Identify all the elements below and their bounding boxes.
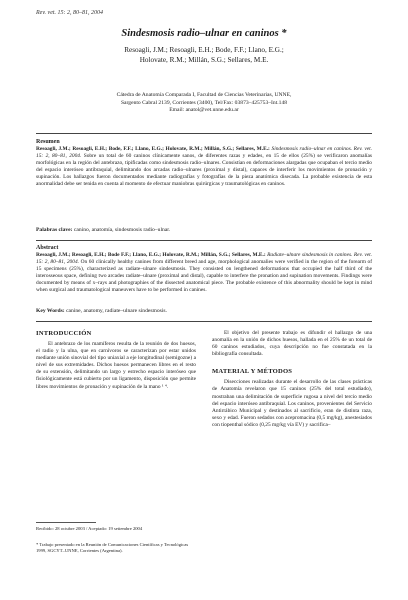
keywords-label: Key Words: xyxy=(36,308,65,314)
resumen-text xyxy=(36,146,372,188)
abstract-title: Radiate–ulnare sindesmosis in canines. xyxy=(267,252,353,258)
keywords-text: canine, anatomy, radiate–ulnare sindesmosis. xyxy=(66,308,167,314)
palabras-clave-text: canino, anatomía, sindesmosis radio–ulnar. xyxy=(73,227,171,233)
palabras-clave-label: Palabras clave: xyxy=(36,227,73,233)
abstract-text xyxy=(36,252,372,294)
left-column xyxy=(36,330,196,391)
divider xyxy=(36,133,372,134)
material-paragraph: Disecciones realizadas durante el desarrollo de las clases prácticas de Anatomía revelaron que 15 caninos (25% del total estudiado), mostraban una delimitación de superficie rugosa a nivel del tercio medio del espacio interóseo antibraquial. Los caninos, provenientes del Servicio Antirrábico Municipal y destinados al sacrificio, eran de distinta raza, sexo y edad. Fueron sedados con acepromacina (0,5 mg/kg), anestesiados con tiopenthal sódico (0,25 mg/kg vía EV) y sacrifica– xyxy=(212,379,372,428)
journal-citation: Rev. vet. 15: 2, 80–81, 2004 xyxy=(36,10,104,16)
abstract-citation: Rev. vet. 15: 2, 80–81, 2004. xyxy=(36,252,372,266)
article-title: Sindesmosis radio–ulnar en caninos * xyxy=(121,28,287,39)
palabras-clave xyxy=(36,227,372,235)
material-heading: MATERIAL Y MÉTODOS xyxy=(212,368,293,376)
affiliation-line: Cátedra de Anatomía Comparada I, Facultad de Ciencias Veterinarias, UNNE, xyxy=(116,92,292,98)
resumen-heading: Resumen xyxy=(36,139,60,145)
presentation-footnote: * Trabajo presentado en la Reunión de Comunicaciones Científicas y Tecnológicas 1999, SGCYT–UNNE, Corrientes (Argentina). xyxy=(36,542,189,553)
affiliation-line: Sargento Cabral 2139, Corrientes (3400), Tel/Fax: 03873–425753–Int.148 xyxy=(120,99,288,106)
keywords xyxy=(36,308,372,316)
intro-heading: INTRODUCCIÓN xyxy=(36,330,92,337)
author-line: Holovate, R.M.; Millán, S.G.; Sellares, M.E. xyxy=(139,56,269,64)
intro-paragraph: El antebrazo de los mamíferos resulta de la reunión de dos huesos, el radio y la ulna, que en carnívoros se caracterizan por estar unidos mediante unión sinovial del tipo uniaxial a eje longitudinal (semigozne) a nivel de sus extremidades. Dichos huesos permanecen libres en el resto de su extensión, delimitando un largo y estrecho espacio interóseo que fisiológicamente está cubierto por un ligamento, disposición que permite libres movimientos de pronación y supinación de la mano ¹ ⁴. xyxy=(36,341,196,390)
resumen-citation: Rev. vet. 15: 2, 80–81, 2004. xyxy=(36,146,372,160)
right-column xyxy=(212,330,372,429)
author-line: Resoagli, J.M.; Resoagli, E.H.; Bode, F.F.; Llano, E.G.; xyxy=(124,46,284,54)
affiliation xyxy=(0,92,408,115)
received-note: Recibido: 28 octubre 2003 / Aceptado: 19 setiembre 2004 xyxy=(36,526,143,531)
footnote-divider xyxy=(36,522,96,523)
resumen-authors: Resoagli, J.M.; Resoagli, E.H.; Bode, F.F.; Llano, E.G.; Holovate, R.M.; Millán, S.G.; Sellares, M.E.: xyxy=(36,146,270,152)
resumen-body: Sobre un total de 60 caninos clínicamente sanos, de diferentes razas y edades, en 15 de ellos (25%) se verificaron anomalías morfológicas en la región del antebrazo, tipificadas como sindesmosis radio–ulnares. Consistían en deformaciones alargadas que ocupaban el tercio medio del espacio interóseo antibraquial, delimitando dos arcadas radio–ulnares (proximal y distal), capaces de interferir los movimientos de pronación y supinación. Los hallazgos fueron documentados mediante radiografías y fotografías de la pieza anatómica disecada. La probable existencia de esta anormalidad debe ser tenida en cuenta al momento de efectuar maniobras quirúrgicas y traumatológicas en caninos. xyxy=(36,153,372,188)
objetivo-paragraph: El objetivo del presente trabajo es difundir el hallazgo de una anomalía en la unión de dichos huesos, hallada en el 25% de un total de 60 caninos estudiados, cuya descripción no fue constatada en la bibliografía consultada. xyxy=(212,330,372,358)
affiliation-email: Email: anatol@vet.unne.edu.ar xyxy=(169,107,239,114)
divider xyxy=(36,240,372,241)
abstract-heading: Abstract xyxy=(36,245,59,251)
author-list xyxy=(0,45,408,65)
abstract-section xyxy=(36,244,372,294)
resumen-title: Sindesmosis radio–ulnar en caninos. xyxy=(271,146,353,152)
abstract-authors: Resoagli, J.M.; Resoagli, E.H.; Bode F.F.; Llano, E.G.; Holovate, R.M.; Millán, S.G.; Sellares, M.E.: xyxy=(36,252,266,258)
resumen-section xyxy=(36,138,372,188)
abstract-body: On 60 clinically healthy canines from different breed and age, morphological anomalies were verified in the region of the forearm of 15 specimens (25%), characterized as radiate–ulnare sindesmosis. They consisted on lengthened deformations that occupied the half third of the interosseous space, defining two arcades radiate–ulnare (proximal and distal), capable to interfere the pronation and supination movements. Findings were documented by means of x–rays and photographies of the dissected anatomical piece. The probable existence of this abnormality should be kept in mind when surgical and traumatological maneuvers have to be performed in canines. xyxy=(36,259,372,294)
divider xyxy=(36,321,372,322)
